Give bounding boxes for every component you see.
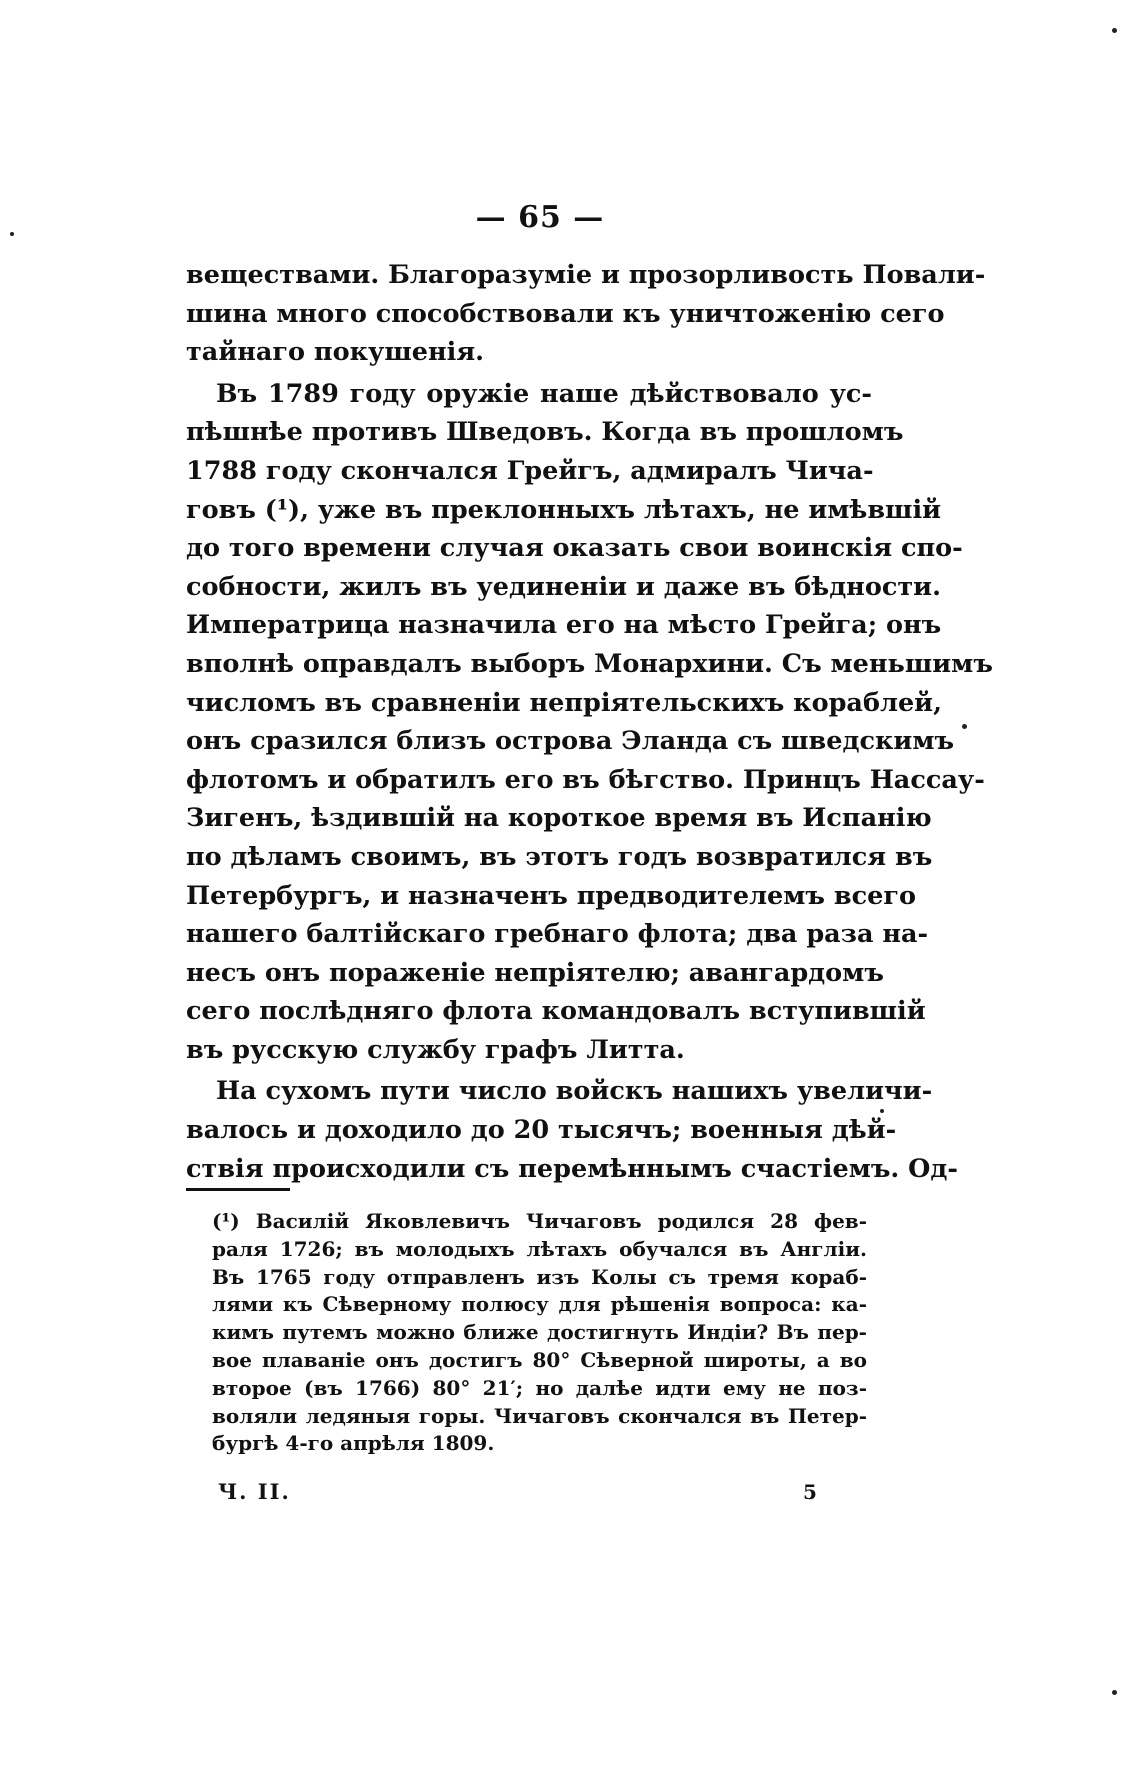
scan-speck (880, 1109, 884, 1113)
body-line: валось и доходило до 20 тысячъ; военныя дѣй- (186, 1115, 897, 1146)
footnote-line: лями къ Сѣверному полюсу для рѣшенія вопроса: ка- (212, 1292, 867, 1317)
footnote-line: раля 1726; въ молодыхъ лѣтахъ обучался въ Англіи. (212, 1236, 867, 1261)
page-number: — 65 — (475, 200, 605, 235)
body-line: собности, жилъ въ уединеніи и даже въ бѣдности. (186, 571, 941, 602)
body-line: тайнаго покушенія. (186, 337, 485, 368)
body-line: онъ сразился близъ острова Эланда съ шведскимъ (186, 726, 955, 757)
body-line: по дѣламъ своимъ, въ этотъ годъ возвратился въ (186, 841, 933, 872)
footnote-line: Въ 1765 году отправленъ изъ Колы съ тремя кораб- (212, 1264, 867, 1289)
body-text (186, 256, 993, 1188)
body-line: флотомъ и обратилъ его въ бѣгство. Принцъ Нассау- (186, 764, 985, 795)
footnote-divider (186, 1188, 290, 1191)
footnote-line: (¹) Василій Яковлевичъ Чичаговъ родился 28 фев- (212, 1209, 867, 1233)
body-line: нашего балтійскаго гребнаго флота; два раза на- (186, 919, 929, 950)
sheet-mark: 5 (803, 1480, 817, 1504)
body-line: Петербургъ, и назначенъ предводителемъ всего (186, 880, 916, 911)
footnote-line: вое плаваніе онъ достигъ 80° Сѣверной широты, а во (212, 1347, 867, 1372)
scan-speck (1112, 28, 1117, 33)
body-line: числомъ въ сравненіи непріятельскихъ кораблей, (186, 687, 942, 718)
body-line: говъ (¹), уже въ преклонныхъ лѣтахъ, не имѣвшій (186, 494, 942, 525)
body-line: въ русскую службу графъ Литта. (186, 1034, 685, 1065)
body-line: сего послѣдняго флота командовалъ вступившій (186, 996, 926, 1027)
scan-speck (10, 232, 14, 236)
body-line: На сухомъ пути число войскъ нашихъ увеличи- (216, 1076, 933, 1107)
body-line: Зигенъ, ѣздившій на короткое время въ Испанію (186, 803, 932, 834)
body-line: 1788 году скончался Грейгъ, адмиралъ Чича- (186, 455, 874, 486)
body-line: до того времени случая оказать свои воинскія спо- (186, 533, 963, 564)
body-line: шина много способствовали къ уничтоженію сего (186, 298, 945, 329)
body-line: Въ 1789 году оружіе наше дѣйствовало ус- (216, 378, 872, 409)
scan-speck (1112, 1690, 1117, 1695)
body-line: ствія происходили съ перемѣннымъ счастіемъ. Од- (186, 1153, 958, 1184)
body-line: пѣшнѣе противъ Шведовъ. Когда въ прошломъ (186, 417, 904, 448)
body-line: веществами. Благоразуміе и прозорливость Повали- (186, 260, 986, 290)
body-line: Императрица назначила его на мѣсто Грейга; онъ (186, 610, 942, 641)
footnote-line: воляли ледяныя горы. Чичаговъ скончался въ Петер- (212, 1403, 867, 1428)
body-line: вполнѣ оправдалъ выборъ Монархини. Съ меньшимъ (186, 648, 993, 679)
signature-mark: Ч. II. (218, 1479, 291, 1504)
footnote-line: второе (въ 1766) 80° 21′; но далѣе идти ему не поз- (212, 1375, 867, 1400)
footnote (212, 1208, 867, 1458)
scan-speck (962, 724, 967, 729)
footnote-line: бургѣ 4-го апрѣля 1809. (212, 1431, 495, 1456)
footnote-line: кимъ путемъ можно ближе достигнуть Индіи? Въ пер- (212, 1320, 867, 1345)
body-line: несъ онъ пораженіе непріятелю; авангардомъ (186, 957, 884, 988)
